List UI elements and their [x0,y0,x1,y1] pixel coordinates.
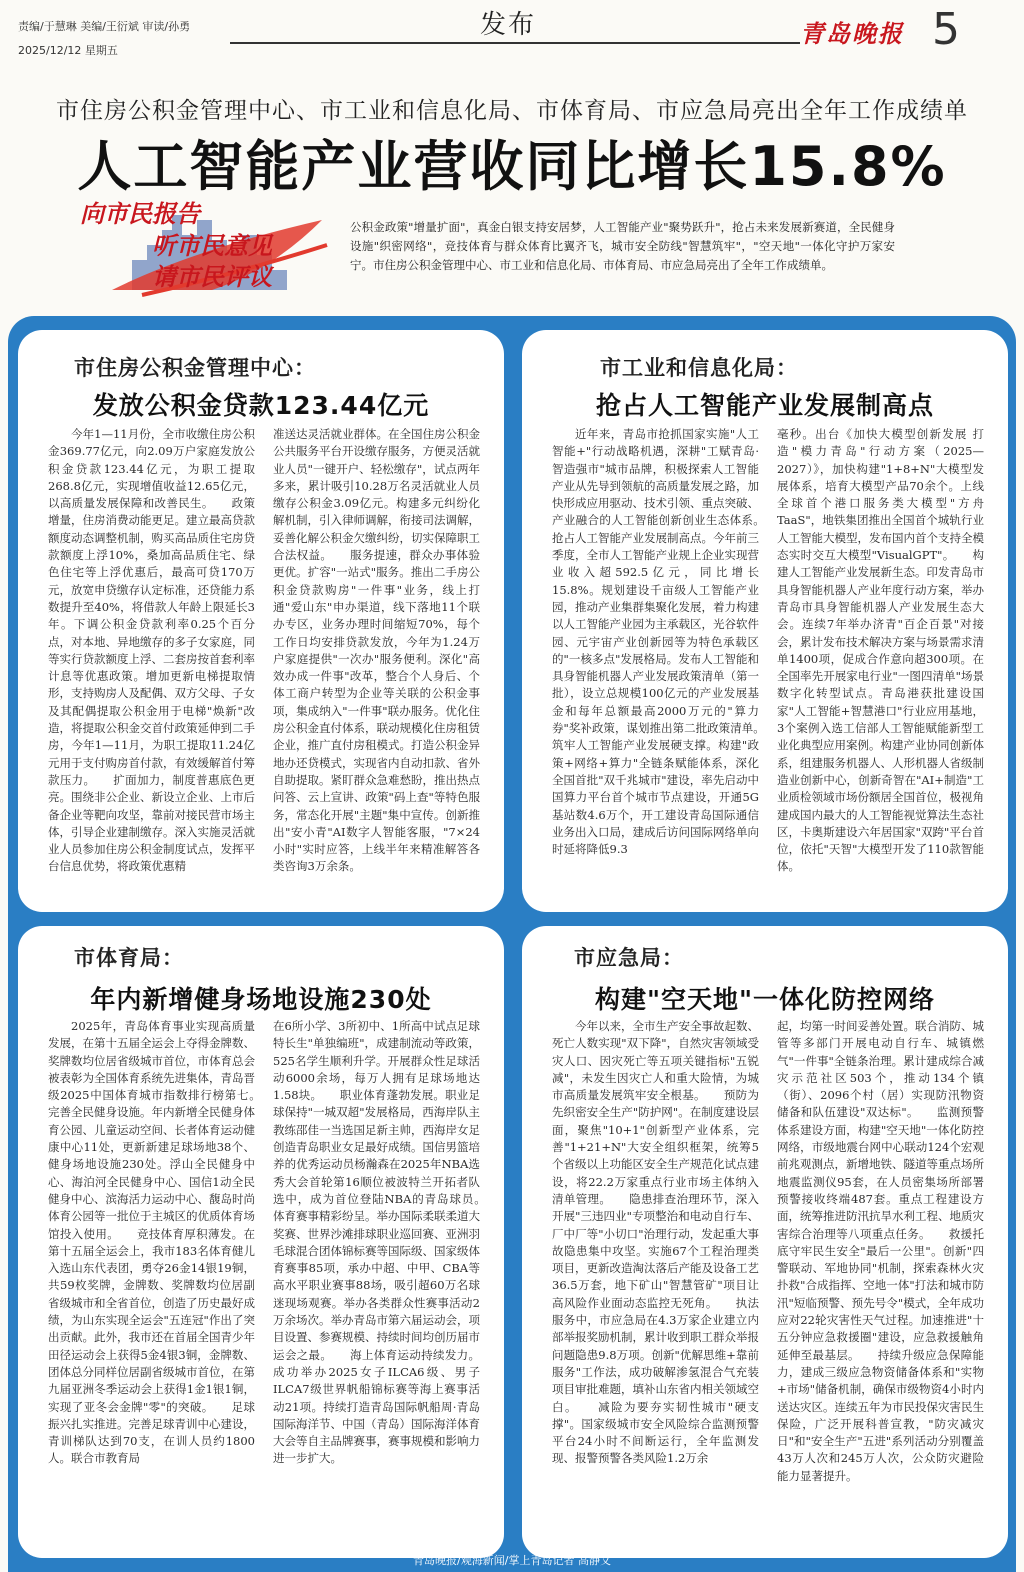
intro-paragraph: 公积金政策"增量扩面"，真金白银支持安居梦，人工智能产业"聚势跃升"，抢占未来发展新赛道，全民健身设施"织密网络"，竞技体育与群众体育比翼齐飞，城市安全防线"智慧筑牢"，"空天地"一体化守护万家安宁。市住房公积金管理中心、市工业和信息化局、市体育局、市应急局亮出了全年工作成绩单。 [350,220,895,272]
article-sports [18,926,504,1558]
article-industry-it [522,330,1008,912]
body-text: 起，均第一时间妥善处置。联合消防、城管等多部门开展电动自行车、城镇燃气"一件事"全链条治理。累计建成综合减灾示范社区503个，推动134个镇（街）、2096个村（居）实现防汛物资储备和队伍建设"双达标"。 监测预警体系建设方面，构建"空天地"一体化防控网络，市级地震台网中心联动124个宏观前兆观测点，新增地铁、隧道等重点场所地震监测仪95套，在人员密集场所部署预警接收终端487套。重点工程建设方面，统筹推进防汛抗旱水利工程、地质灾害综合治理等八项重点任务。 救援托底守牢民生安全"最后一公里"。创新"四警联动、军地协同"机制，探索森林火灾扑救"合成指挥、空地一体"打法和城市防汛"短临预警、预先号令"模式，全年成功应对22轮灾害性天气过程。加速推进"十五分钟应急救援圈"建设，应急救援触角延伸至最基层。 持续升级应急保障能力，建成三级应急物资储备体系和"实物+市场"储备机制，确保市级物资4小时内送达灾区。连续五年为市民投保灾害民生保险，广泛开展科普宣教，"防灾减灾日"和"安全生产"五进"系列活动分别覆盖43万人次和245万人次，公众防灾避险能力显著提升。 [777,1019,984,1483]
masthead [0,0,1024,80]
article-body [48,1018,503,1548]
logo-line-1: 向市民报告 [80,199,200,228]
body-text: 近年来，青岛市抢抓国家实施"人工智能+"行动战略机遇，深耕"工赋青岛·智造强市"城市品牌，积极探索人工智能产业从先导到领航的高质量发展之路，加快形成应用驱动、技术引领、重点突破、产业融合的人工智能创新创业生态体系。 抢占人工智能产业发展制高点。今年前三季度，全市人工智能产业规上企业实现营业收入超592.5亿元，同比增长15.8%。规划建设千亩级人工智能产业园，推动产业集群集聚化发展，着力构建以人工智能产业园为主承载区，光谷软件园、元宇宙产业创新园等为特色承载区的"一核多点"发展格局。发布人工智能和具身智能机器人产业发展政策清单（第一批），设立总规模100亿元的产业发展基金和每年总额最高2000万元的"算力券"奖补政策，谋划推出第二批政策清单。 筑牢人工智能产业发展硬支撑。构建"政策+网络+算力"全链条赋能体系，深化全国首批"双千兆城市"建设，率先启动中国算力平台首个城市节点建设，开通5G基站数4.6万个，开工建设青岛国际通信业务出入口局，建成后访问国际网络单向时延将降低9.3 [552,427,782,857]
article-housing-fund [18,330,504,912]
main-headline: 人工智能产业营收同比增长15.8% [77,135,947,198]
body-column-2 [777,1018,984,1548]
logo-lines [122,230,272,292]
body-column-1 [48,426,255,902]
article-title: 发放公积金贷款123.44亿元 [92,391,430,420]
article-emergency [522,926,1008,1558]
body-column-1 [48,1018,278,1548]
body-text: 在6所小学、3所初中、1所高中试点足球特长生"单独编班"，成建制流动等政策，525名学生顺利升学。开展群众性足球活动6000余场，每万人拥有足球场地达1.58块。 职业体育蓬勃发展。职业足球保持"一城双超"发展格局，西海岸队主教练邵佳一当选国足新主帅，西海岸女足创造青岛职业女足最好成绩。国信男篮培养的优秀运动员杨瀚森在2025年NBA选秀大会首轮第16顺位被波特兰开拓者队选中，成为首位登陆NBA的青岛球员。 体育赛事精彩纷呈。举办国际柔联柔道大奖赛、世界沙滩排球职业巡回赛、亚洲羽毛球混合团体锦标赛等国际级、国家级体育赛事85项，承办中超、中甲、CBA等高水平职业赛事88场，吸引超60万名球迷现场观赛。举办各类群众性赛事活动2万余场次。举办青岛市第六届运动会，项目设置、参赛规模、持续时间均创历届市运会之最。 海上体育运动持续发力。成功举办2025女子ILCA6级、男子ILCA7级世界帆船锦标赛等海上赛事活动21项。持续打造青岛国际帆船周·青岛国际海洋节、中国（青岛）国际海洋体育大会等自主品牌赛事，赛事规模和影响力进一步扩大。 [273,1019,503,1466]
body-text: 今年以来，全市生产安全事故起数、死亡人数实现"双下降"，自然灾害领域受灾人口、因灾死亡等五项关键指标"五锐减"，未发生因灾亡人和重大险情，为城市高质量发展筑牢安全根基。 预防为先织密安全生产"防护网"。在制度建设层面，聚焦"10+1"创新型产业体系，完善"1+21+N"大安全组织框架，统筹5个省级以上功能区安全生产规范化试点建设，将22.2万家重点行业市场主体纳入清单管理。 隐患排查治理环节，深入开展"三违四业"专项整治和电动自行车、厂中厂等"小切口"治理行动，发起重大事故隐患集中攻坚。实施67个工程治理类项目，更新改造淘汰落后产能及设备工艺36.5万套，地下矿山"智慧管矿"项目让高风险作业面动态监控无死角。 执法服务中，市应急局在4.3万家企业建立内部举报奖励机制，累计收到职工群众举报问题隐患9.8万项。创新"优解思维+靠前服务"工作法，成功破解渗氢混合气充装项目审批难题，填补山东省内相关领域空白。 减险为要夯实韧性城市"硬支撑"。国家级城市安全风险综合监测预警平台24小时不间断运行，全年监测发现、报警预警各类风险1.2万余 [552,1019,759,1466]
article-title: 构建"空天地"一体化防控网络 [594,985,936,1014]
logo-line-3: 请市民评议 [152,262,272,291]
body-text: 准送达灵活就业群体。在全国住房公积金公共服务平台开设缴存服务，方便灵活就业人员"一键开户、轻松缴存"，试点两年多来，累计吸引10.28万名灵活就业人员缴存公积金3.09亿元。构建多元纠纷化解机制，引入律师调解，衔接司法调解，妥善化解公积金欠缴纠纷，切实保障职工合法权益。 服务提速，群众办事体验更优。扩容"一站式"服务。推出二手房公积金贷款购房"一件事"业务，线上打通"爱山东"申办渠道，线下落地11个联办专区，业务办理时间缩短70%，每个工作日均安排贷款发放，今年为1.24万户家庭提供"一次办"服务便利。深化"高效办成一件事"改革，整合个人身后、个体工商户转型为企业等关联的公积金事项，集成纳入"一件事"联办服务。优化住房公积金直付体系，联动规模化住房租赁企业，推广直付房租模式。打造公积金异地办还贷模式，实现省内自动扣款、省外自助提取。紧盯群众急难愁盼，推出热点问答、云上宣讲、政策"码上查"等特色服务，常态化开展"主题"集中宣传。创新推出"安小青"AI数字人智能客服，"7×24小时"实时应答，上线半年来精准解答各类咨询3万余条。 [273,427,480,874]
body-column-1 [552,426,782,902]
body-text: 今年1—11月份，全市收缴住房公积金369.77亿元，向2.09万户家庭发放公积金贷款123.44亿元，为职工提取268.8亿元，实现增值收益12.65亿元，以高质量发展保障和改善民生。 政策增量，住房消费动能更足。建立最高贷款额度动态调整机制，购买高品质住宅房贷款额度上浮10%，桑加高品质住宅、绿色住宅等上浮优惠后，最高可贷170万元，放宽申贷缴存认定标准，还贷能力系数提升至40%，将借款人年龄上限延长3年。下调公积金贷款利率0.25个百分点，对本地、异地缴存的多子女家庭，同等实行贷款额度上浮、二套房按首套利率计息等优惠政策。增加更新电梯提取情形，支持购房人及配偶、双方父母、子女及其配偶提取公积金用于电梯"焕新"改造，将提取公积金交首付政策延伸到二手房，今年1—11月，为职工提取11.24亿元用于支付购房首付款，有效缓解首付筹款压力。 扩面加力，制度普惠底色更亮。围绕非公企业、新设立企业、上市后备企业等靶向攻坚，靠前对接民营市场主体，引导企业建制缴存。深入实施灵活就业人员参加住房公积金制度试点，发挥平台信息优势，将政策优惠精 [48,427,255,874]
agency-label: 市应急局： [574,946,684,970]
body-column-2 [273,1018,503,1548]
agency-label: 市工业和信息化局： [600,356,798,380]
masthead-rule [230,42,800,44]
body-column-2 [273,426,480,902]
body-column-1 [552,1018,759,1548]
article-title: 抢占人工智能产业发展制高点 [595,391,934,420]
issue-date: 2025/12/12 星期五 [18,44,118,57]
report-logo [72,190,342,300]
page-number: 5 [932,4,960,55]
body-column-2 [777,426,984,902]
paper-logo: 青岛晚报 [800,19,904,48]
article-body [48,426,480,902]
byline-footer: 青岛晚报/观海新闻/掌上青岛记者 高静文 [413,1554,611,1567]
kicker-headline: 市住房公积金管理中心、市工业和信息化局、市体育局、市应急局亮出全年工作成绩单 [56,98,968,124]
section-name: 发布 [480,10,537,40]
article-body [552,1018,984,1548]
logo-line-2: 听市民意见 [152,231,272,260]
body-text: 2025年，青岛体育事业实现高质量发展，在第十五届全运会上夺得金牌数、奖牌数均位居省级城市首位，市体育总会被表彰为全国体育系统先进集体，青岛晋级2025中国体育城市指数排行榜第七。 完善全民健身设施。年内新增全民健身体育公园、儿童运动空间、长者体育运动健康中心11处，更新新建足球场地38个、健身场地设施230处。浮山全民健身中心、海泊河全民健身中心、国信1动全民健身中心、滨海活力运动中心、馥岛时尚体育公园等一批位于主城区的优质体育场馆投入使用。 竞技体育厚积薄发。在第十五届全运会上，我市183名体育健儿入选山东代表团，勇夺26金14银19铜，共59枚奖牌，金牌数、奖牌数均位居副省级城市和全省首位，创造了历史最好成绩，为山东实现全运会"五连冠"作出了突出贡献。此外，我市还在首届全国青少年田径运动会上获得5金4银3铜，金牌数、团体总分同样位居副省级城市首位，在第九届亚洲冬季运动会上获得1金1银1铜，实现了亚冬会金牌"零"的突破。 足球振兴扎实推进。完善足球青训中心建设，青训梯队达到70支，在训人员约1800人。联合市教育局 [48,1019,278,1466]
agency-label: 市体育局： [74,946,184,970]
article-title: 年内新增健身场地设施230处 [90,985,432,1014]
agency-label: 市住房公积金管理中心： [74,356,316,380]
article-body [552,426,984,902]
credits [18,18,190,58]
body-text: 毫秒。出台《加快大模型创新发展 打造"模力青岛"行动方案（2025—2027）》，加快构建"1+8+N"大模型发展体系，培育大模型产品70余个。上线全球首个港口服务类大模型"方舟TaaS"，地铁集团推出全国首个城轨行业人工智能大模型，发布国内首个支持全模态实时交互大模型"VisualGPT"。 构建人工智能产业发展新生态。印发青岛市具身智能机器人产业年度行动方案，举办青岛市具身智能机器人产业发展生态大会。连续7年举办济青"百企百景"对接会，累计发布技术解决方案与场景需求清单1400项，促成合作意向超300项。在全国率先开展家电行业"一图四清单"场景数字化转型试点。青岛港获批建设国家"人工智能+智慧港口"行业应用基地，3个案例入选工信部人工智能赋能新型工业化典型应用案例。构建产业协同创新体系，组建服务机器人、人形机器人省级制造业创新中心，创新奇智在"AI+制造"工业质检领域市场份额居全国首位，极视角建成国内最大的人工智能视觉算法生态社区，卡奥斯建设六年居国家"双跨"平台首位，依托"天智"大模型开发了110款智能体。 [777,427,984,874]
editor-credits: 责编/于慧琳 美编/王衍斌 审读/孙勇 [18,20,191,33]
